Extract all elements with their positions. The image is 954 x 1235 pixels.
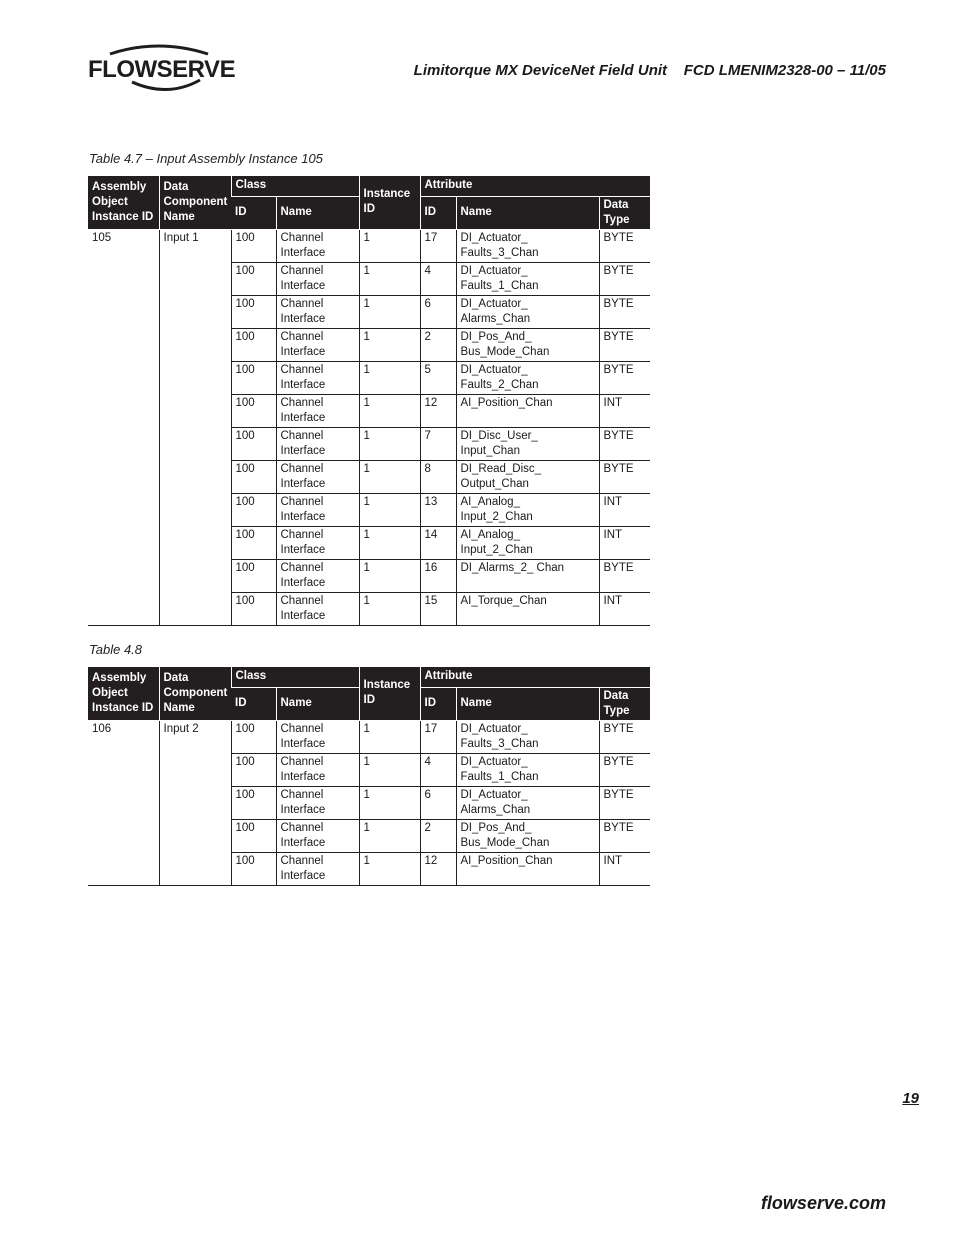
attribute-name-cell: DI_Actuator_ Alarms_Chan — [456, 786, 599, 819]
instance-id-cell: 1 — [359, 295, 420, 328]
class-name-cell: Channel Interface — [276, 592, 359, 625]
header-attribute: Attribute — [420, 176, 650, 196]
attribute-name-cell: DI_Actuator_ Faults_3_Chan — [456, 229, 599, 262]
data-type-cell: BYTE — [599, 262, 650, 295]
attribute-id-cell: 2 — [420, 328, 456, 361]
input-assembly-106-table — [88, 667, 650, 886]
attribute-name-cell: DI_Pos_And_ Bus_Mode_Chan — [456, 819, 599, 852]
data-type-cell: BYTE — [599, 295, 650, 328]
instance-id-cell: 1 — [359, 427, 420, 460]
attribute-name-cell: DI_Pos_And_ Bus_Mode_Chan — [456, 328, 599, 361]
header-class: Class — [231, 176, 359, 196]
header-attr-name: Name — [456, 196, 599, 229]
instance-id-cell: 1 — [359, 753, 420, 786]
class-id-cell: 100 — [231, 295, 276, 328]
class-name-cell: Channel Interface — [276, 559, 359, 592]
instance-id-cell: 1 — [359, 526, 420, 559]
data-type-cell: BYTE — [599, 819, 650, 852]
instance-id-cell: 1 — [359, 786, 420, 819]
data-type-cell: INT — [599, 592, 650, 625]
class-id-cell: 100 — [231, 493, 276, 526]
class-name-cell: Channel Interface — [276, 328, 359, 361]
header-attribute: Attribute — [420, 667, 650, 687]
class-id-cell: 100 — [231, 720, 276, 753]
class-id-cell: 100 — [231, 559, 276, 592]
header-class-id: ID — [231, 687, 276, 720]
instance-id-cell: 1 — [359, 361, 420, 394]
class-id-cell: 100 — [231, 526, 276, 559]
assembly-instance-id-cell: 106 — [88, 720, 159, 885]
data-type-cell: INT — [599, 394, 650, 427]
attribute-id-cell: 7 — [420, 427, 456, 460]
data-type-cell: INT — [599, 852, 650, 885]
class-id-cell: 100 — [231, 592, 276, 625]
instance-id-cell: 1 — [359, 262, 420, 295]
attribute-id-cell: 15 — [420, 592, 456, 625]
instance-id-cell: 1 — [359, 229, 420, 262]
attribute-id-cell: 5 — [420, 361, 456, 394]
header-class: Class — [231, 667, 359, 687]
attribute-id-cell: 6 — [420, 295, 456, 328]
class-name-cell: Channel Interface — [276, 427, 359, 460]
header-class-name: Name — [276, 687, 359, 720]
class-name-cell: Channel Interface — [276, 819, 359, 852]
attribute-id-cell: 13 — [420, 493, 456, 526]
class-id-cell: 100 — [231, 753, 276, 786]
class-name-cell: Channel Interface — [276, 460, 359, 493]
header-assembly-id: Assembly Object Instance ID — [88, 176, 159, 229]
flowserve-logo — [88, 42, 236, 98]
class-name-cell: Channel Interface — [276, 262, 359, 295]
data-type-cell: BYTE — [599, 460, 650, 493]
input-assembly-105-table — [88, 176, 650, 626]
document-title: Limitorque MX DeviceNet Field Unit FCD LMENIM2328-00 – 11/05 — [413, 62, 886, 79]
data-component-name-cell: Input 2 — [159, 720, 231, 885]
instance-id-cell: 1 — [359, 559, 420, 592]
table-row — [88, 720, 650, 753]
attribute-id-cell: 14 — [420, 526, 456, 559]
class-id-cell: 100 — [231, 852, 276, 885]
page-number: 19 — [902, 1090, 919, 1107]
header-attr-id: ID — [420, 687, 456, 720]
data-type-cell: BYTE — [599, 720, 650, 753]
logo-text: FLOWSERVE — [88, 56, 236, 83]
class-name-cell: Channel Interface — [276, 493, 359, 526]
table-row — [88, 229, 650, 262]
attribute-id-cell: 8 — [420, 460, 456, 493]
attribute-id-cell: 4 — [420, 753, 456, 786]
attribute-id-cell: 6 — [420, 786, 456, 819]
attribute-name-cell: DI_Actuator_ Faults_2_Chan — [456, 361, 599, 394]
header-assembly-id: Assembly Object Instance ID — [88, 667, 159, 720]
attribute-name-cell: DI_Alarms_2_ Chan — [456, 559, 599, 592]
attribute-name-cell: AI_Torque_Chan — [456, 592, 599, 625]
attribute-id-cell: 4 — [420, 262, 456, 295]
class-name-cell: Channel Interface — [276, 229, 359, 262]
header-component-name: Data Component Name — [159, 176, 231, 229]
class-id-cell: 100 — [231, 786, 276, 819]
header-component-name: Data Component Name — [159, 667, 231, 720]
data-type-cell: BYTE — [599, 559, 650, 592]
instance-id-cell: 1 — [359, 493, 420, 526]
attribute-id-cell: 16 — [420, 559, 456, 592]
class-name-cell: Channel Interface — [276, 852, 359, 885]
class-name-cell: Channel Interface — [276, 720, 359, 753]
class-name-cell: Channel Interface — [276, 361, 359, 394]
class-name-cell: Channel Interface — [276, 394, 359, 427]
attribute-name-cell: AI_Analog_ Input_2_Chan — [456, 493, 599, 526]
attribute-name-cell: DI_Actuator_ Faults_1_Chan — [456, 262, 599, 295]
data-type-cell: BYTE — [599, 328, 650, 361]
attribute-id-cell: 2 — [420, 819, 456, 852]
instance-id-cell: 1 — [359, 852, 420, 885]
header-attr-id: ID — [420, 196, 456, 229]
class-id-cell: 100 — [231, 328, 276, 361]
attribute-name-cell: AI_Position_Chan — [456, 852, 599, 885]
assembly-instance-id-cell: 105 — [88, 229, 159, 625]
header-attr-name: Name — [456, 687, 599, 720]
data-type-cell: INT — [599, 526, 650, 559]
header-class-name: Name — [276, 196, 359, 229]
instance-id-cell: 1 — [359, 592, 420, 625]
class-name-cell: Channel Interface — [276, 526, 359, 559]
data-type-cell: BYTE — [599, 427, 650, 460]
instance-id-cell: 1 — [359, 720, 420, 753]
class-id-cell: 100 — [231, 819, 276, 852]
data-component-name-cell: Input 1 — [159, 229, 231, 625]
header-class-id: ID — [231, 196, 276, 229]
class-id-cell: 100 — [231, 394, 276, 427]
attribute-name-cell: AI_Position_Chan — [456, 394, 599, 427]
header-instance-id: Instance ID — [359, 176, 420, 229]
data-type-cell: BYTE — [599, 361, 650, 394]
class-id-cell: 100 — [231, 229, 276, 262]
header-data-type: Data Type — [599, 687, 650, 720]
instance-id-cell: 1 — [359, 819, 420, 852]
class-id-cell: 100 — [231, 361, 276, 394]
instance-id-cell: 1 — [359, 460, 420, 493]
attribute-id-cell: 12 — [420, 394, 456, 427]
instance-id-cell: 1 — [359, 394, 420, 427]
class-name-cell: Channel Interface — [276, 295, 359, 328]
attribute-name-cell: DI_Actuator_ Faults_1_Chan — [456, 753, 599, 786]
table1-caption: Table 4.7 – Input Assembly Instance 105 — [89, 151, 323, 166]
class-id-cell: 100 — [231, 262, 276, 295]
data-type-cell: BYTE — [599, 229, 650, 262]
attribute-name-cell: DI_Read_Disc_ Output_Chan — [456, 460, 599, 493]
class-name-cell: Channel Interface — [276, 753, 359, 786]
attribute-name-cell: DI_Actuator_ Faults_3_Chan — [456, 720, 599, 753]
header-instance-id: Instance ID — [359, 667, 420, 720]
attribute-id-cell: 12 — [420, 852, 456, 885]
class-id-cell: 100 — [231, 427, 276, 460]
footer-url: flowserve.com — [760, 1193, 886, 1213]
attribute-name-cell: DI_Disc_User_ Input_Chan — [456, 427, 599, 460]
attribute-id-cell: 17 — [420, 229, 456, 262]
attribute-id-cell: 17 — [420, 720, 456, 753]
attribute-name-cell: DI_Actuator_ Alarms_Chan — [456, 295, 599, 328]
instance-id-cell: 1 — [359, 328, 420, 361]
table2-caption: Table 4.8 — [89, 642, 143, 657]
data-type-cell: INT — [599, 493, 650, 526]
header-data-type: Data Type — [599, 196, 650, 229]
attribute-name-cell: AI_Analog_ Input_2_Chan — [456, 526, 599, 559]
data-type-cell: BYTE — [599, 786, 650, 819]
class-name-cell: Channel Interface — [276, 786, 359, 819]
class-id-cell: 100 — [231, 460, 276, 493]
data-type-cell: BYTE — [599, 753, 650, 786]
